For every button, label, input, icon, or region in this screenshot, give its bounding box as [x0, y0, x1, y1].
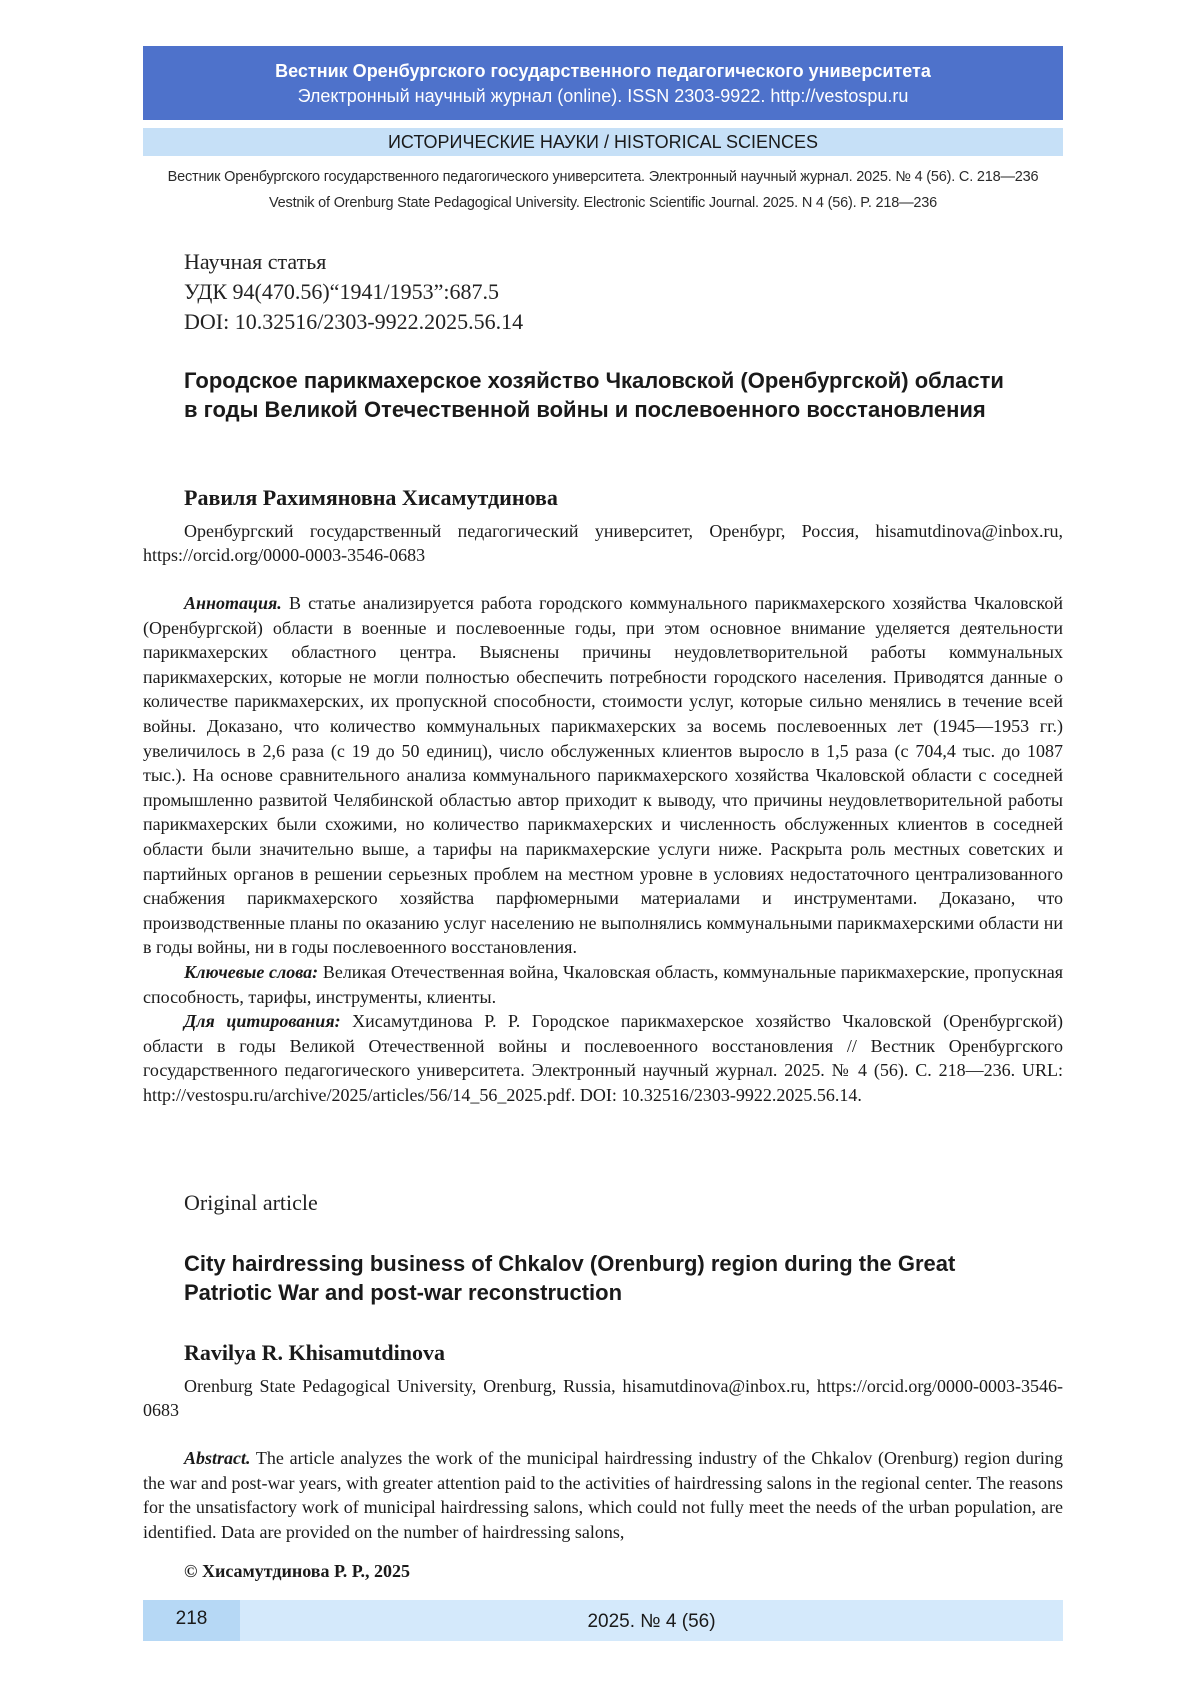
article-type-en: Original article — [184, 1190, 318, 1215]
author-name-ru: Равиля Рахимяновна Хисамутдинова — [184, 485, 558, 510]
abstract-label-ru: Аннотация. — [184, 593, 282, 613]
affiliation-ru: Оренбургский государственный педагогический университет, Оренбург, Россия, hisamutdinova@inbox.ru, https://orcid.org/0000-0003-3546-0683 — [143, 521, 1063, 565]
affiliation-en: Orenburg State Pedagogical University, Orenburg, Russia, hisamutdinova@inbox.ru, https://orcid.org/0000-0003-3546-0683 — [143, 1376, 1063, 1420]
citation-en-line: Vestnik of Orenburg State Pedagogical University. Electronic Scientific Journal. 2025. N 4 (56). P. 218—236 — [269, 195, 937, 211]
footer-bar — [143, 1600, 1063, 1641]
journal-subtitle: Электронный научный журнал (online). ISSN 2303-9922. http://vestospu.ru — [297, 86, 909, 106]
article-type-ru: Научная статья — [184, 249, 327, 274]
citation-text-ru: Хисамутдинова Р. Р. Городское парикмахерское хозяйство Чкаловской (Оренбургской) области в годы Великой Отечественной войны и послевоенного восстановления // Вестник Оренбургского государственного педагогического университета. Электронный научный журнал. 2025. № 4 (56). С. 218—236. URL: http://vestospu.ru/archive/2025/articles/56/14_56_2025.pdf. DOI: 10.32516/2303-9922.2025.56.14. — [143, 1011, 1064, 1105]
section-heading: ИСТОРИЧЕСКИЕ НАУКИ / HISTORICAL SCIENCES — [143, 128, 1063, 156]
doi: DOI: 10.32516/2303-9922.2025.56.14 — [184, 309, 524, 334]
abstract-block-en — [143, 1446, 1063, 1544]
abstract-paragraph-ru — [143, 591, 1063, 960]
footer-issue: 2025. № 4 (56) — [587, 1611, 716, 1632]
citation-paragraph-ru — [143, 1009, 1063, 1107]
keywords-paragraph-ru — [143, 960, 1063, 1009]
abstract-text-en: The article analyzes the work of the municipal hairdressing industry of the Chkalov (Orenburg) region during the war and post-war years, with greater attention paid to the activities of hairdressing salons in the regional center. The reasons for the unsatisfactory work of municipal hairdressing salons, which could not fully meet the needs of the urban population, are identified. Data are provided on the number of hairdressing salons, — [143, 1448, 1063, 1542]
keywords-text-ru: Великая Отечественная война, Чкаловская область, коммунальные парикмахерские, пропускная способность, тарифы, инструменты, клиенты. — [143, 961, 1063, 1007]
abstract-block-ru — [143, 591, 1063, 1107]
citation-ru-line: Вестник Оренбургского государственного педагогического университета. Электронный научный журнал. 2025. № 4 (56). С. 218—236 — [167, 169, 1039, 185]
abstract-text-ru: В статье анализируется работа городского коммунального парикмахерского хозяйства Чкаловской (Оренбургской) области в военные и послевоенные годы, при этом основное внимание уделяется деятельности парикмахерских областного центра. Выяснены причины неудовлетворительной работы коммунальных парикмахерских, которые не могли полностью обеспечить потребности городского населения. Приводятся данные о количестве парикмахерских, их пропускной способности, стоимости услуг, которые сильно менялись в течение всей войны. Доказано, что количество коммунальных парикмахерских за восемь послевоенных лет (1945—1953 гг.) увеличилось в 2,6 раза (с 19 до 50 единиц), число обслуженных клиентов выросло в 1,5 раза (с 704,4 тыс. до 1087 тыс.). На основе сравнительного анализа коммунального парикмахерского хозяйства Чкаловской области с соседней промышленно развитой Челябинской областью автор приходит к выводу, что причины неудовлетворительной работы парикмахерских были схожими, но количество парикмахерских и численность обслуженных клиентов в соседней области были значительно выше, а тарифы на парикмахерские услуги ниже. Раскрыта роль местных советских и партийных органов в решении серьезных проблем на местном уровне в условиях недостаточного централизованного снабжения парикмахерского хозяйства парфюмерными материалами и инструментами. Доказано, что производственные планы по оказанию услуг населению не выполнялись коммунальными парикмахерскими области ни в годы войны, ни в годы послевоенного восстановления. — [143, 593, 1063, 958]
abstract-paragraph-en — [143, 1446, 1063, 1544]
copyright-notice: © Хисамутдинова Р. Р., 2025 — [184, 1561, 411, 1581]
author-name-en: Ravilya R. Khisamutdinova — [184, 1340, 445, 1365]
abstract-label-en: Abstract. — [184, 1448, 251, 1468]
article-title-ru: Городское парикмахерское хозяйство Чкаловской (Оренбургской) области в годы Великой Отечественной войны и послевоенного восстановления — [184, 368, 1004, 422]
keywords-label-ru: Ключевые слова: — [184, 961, 319, 982]
udk-code: УДК 94(470.56)“1941/1953”:687.5 — [184, 279, 499, 304]
page-number: 218 — [143, 1600, 240, 1641]
journal-title: Вестник Оренбургского государственного педагогического университета — [275, 61, 931, 81]
article-title-en: City hairdressing business of Chkalov (Orenburg) region during the Great Patriotic War and post-war reconstruction — [184, 1251, 956, 1305]
journal-banner — [143, 46, 1063, 120]
citation-label-ru: Для цитирования: — [184, 1011, 341, 1032]
